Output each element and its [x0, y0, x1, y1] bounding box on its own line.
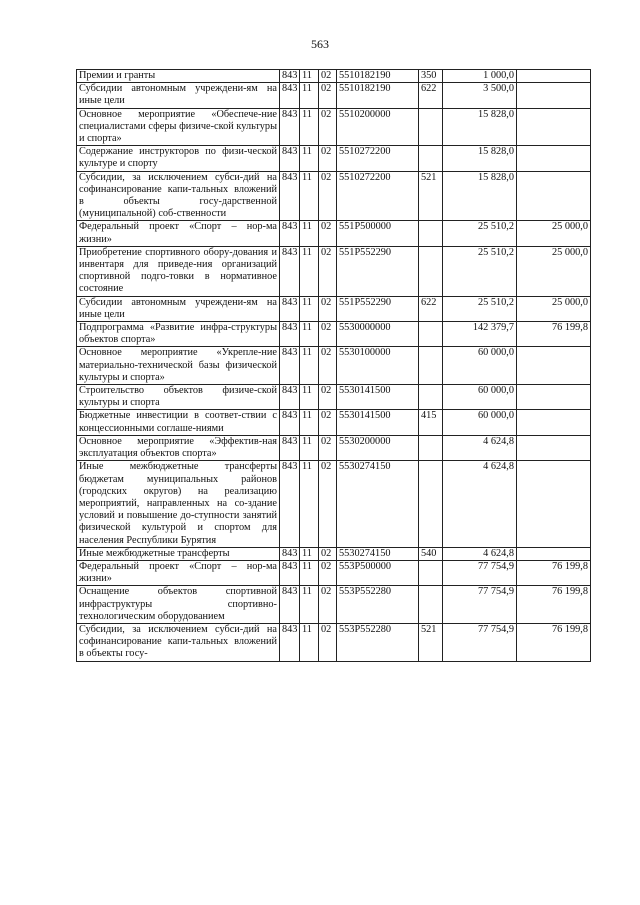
- ministry-code-cell: 843: [280, 108, 300, 146]
- row-name-cell: Строительство объектов физиче-ской культуры и спорта: [77, 385, 280, 410]
- target-article-cell: 551P500000: [337, 221, 419, 246]
- ministry-code-cell: 843: [280, 435, 300, 460]
- target-article-cell: 5530141500: [337, 410, 419, 435]
- target-article-cell: 5530141500: [337, 385, 419, 410]
- table-row: [77, 435, 591, 460]
- amount-cell: 77 754,9: [443, 560, 517, 585]
- ministry-code-cell: 843: [280, 547, 300, 560]
- target-article-cell: 551P552290: [337, 246, 419, 296]
- federal-amount-cell: [517, 385, 591, 410]
- subsection-code-cell: 02: [319, 108, 337, 146]
- row-name-cell: Субсидии, за исключением субси-дий на софинансирование капи-тальных вложений в объекты госу-: [77, 623, 280, 661]
- ministry-code-cell: 843: [280, 347, 300, 385]
- ministry-code-cell: 843: [280, 171, 300, 221]
- amount-cell: 60 000,0: [443, 347, 517, 385]
- row-name-cell: Основное мероприятие «Эффектив-ная эксплуатация объектов спорта»: [77, 435, 280, 460]
- federal-amount-cell: 25 000,0: [517, 296, 591, 321]
- target-article-cell: 5510182190: [337, 83, 419, 108]
- expense-type-cell: [419, 221, 443, 246]
- federal-amount-cell: 76 199,8: [517, 623, 591, 661]
- row-name-cell: Иные межбюджетные трансферты бюджетам муниципальных районов (городских округов) на реализацию мероприятий, направленных на со-здание условий и повышение до-ступности занятий физической культурой и спортом для населения Республики Бурятия: [77, 461, 280, 547]
- amount-cell: 15 828,0: [443, 171, 517, 221]
- federal-amount-cell: 76 199,8: [517, 560, 591, 585]
- table-row: [77, 623, 591, 661]
- amount-cell: 3 500,0: [443, 83, 517, 108]
- section-code-cell: 11: [300, 347, 319, 385]
- section-code-cell: 11: [300, 83, 319, 108]
- table-row: [77, 146, 591, 171]
- row-name-cell: Федеральный проект «Спорт – нор-ма жизни»: [77, 560, 280, 585]
- row-name-cell: Содержание инструкторов по физи-ческой культуре и спорту: [77, 146, 280, 171]
- ministry-code-cell: 843: [280, 246, 300, 296]
- target-article-cell: 553P552280: [337, 623, 419, 661]
- page-number: 563: [311, 37, 329, 51]
- ministry-code-cell: 843: [280, 70, 300, 83]
- table-row: [77, 171, 591, 221]
- ministry-code-cell: 843: [280, 385, 300, 410]
- table-row: [77, 347, 591, 385]
- table-body: [77, 70, 591, 662]
- row-name-cell: Приобретение спортивного обору-дования и инвентаря для приведе-ния организаций спортивной подго-товки в нормативное состояние: [77, 246, 280, 296]
- table-row: [77, 296, 591, 321]
- table-row: [77, 108, 591, 146]
- amount-cell: 25 510,2: [443, 221, 517, 246]
- table-row: [77, 246, 591, 296]
- amount-cell: 60 000,0: [443, 410, 517, 435]
- amount-cell: 4 624,8: [443, 461, 517, 547]
- target-article-cell: 5530000000: [337, 322, 419, 347]
- federal-amount-cell: 25 000,0: [517, 246, 591, 296]
- expense-type-cell: [419, 435, 443, 460]
- table-row: [77, 83, 591, 108]
- section-code-cell: 11: [300, 146, 319, 171]
- target-article-cell: 5530100000: [337, 347, 419, 385]
- subsection-code-cell: 02: [319, 461, 337, 547]
- row-name-cell: Федеральный проект «Спорт – нор-ма жизни»: [77, 221, 280, 246]
- subsection-code-cell: 02: [319, 146, 337, 171]
- ministry-code-cell: 843: [280, 146, 300, 171]
- section-code-cell: 11: [300, 171, 319, 221]
- table-row: [77, 461, 591, 547]
- table-row: [77, 586, 591, 624]
- federal-amount-cell: [517, 146, 591, 171]
- federal-amount-cell: 25 000,0: [517, 221, 591, 246]
- amount-cell: 60 000,0: [443, 385, 517, 410]
- subsection-code-cell: 02: [319, 83, 337, 108]
- section-code-cell: 11: [300, 586, 319, 624]
- expense-type-cell: [419, 146, 443, 171]
- ministry-code-cell: 843: [280, 83, 300, 108]
- row-name-cell: Иные межбюджетные трансферты: [77, 547, 280, 560]
- section-code-cell: 11: [300, 547, 319, 560]
- table-row: [77, 410, 591, 435]
- table-row: [77, 322, 591, 347]
- expense-type-cell: [419, 108, 443, 146]
- subsection-code-cell: 02: [319, 623, 337, 661]
- amount-cell: 15 828,0: [443, 108, 517, 146]
- target-article-cell: 5510182190: [337, 70, 419, 83]
- expense-type-cell: [419, 586, 443, 624]
- table-row: [77, 547, 591, 560]
- subsection-code-cell: 02: [319, 246, 337, 296]
- target-article-cell: 553P552280: [337, 586, 419, 624]
- ministry-code-cell: 843: [280, 461, 300, 547]
- amount-cell: 4 624,8: [443, 435, 517, 460]
- section-code-cell: 11: [300, 461, 319, 547]
- table-row: [77, 560, 591, 585]
- section-code-cell: 11: [300, 70, 319, 83]
- section-code-cell: 11: [300, 623, 319, 661]
- target-article-cell: 553P500000: [337, 560, 419, 585]
- federal-amount-cell: [517, 461, 591, 547]
- amount-cell: 25 510,2: [443, 246, 517, 296]
- ministry-code-cell: 843: [280, 623, 300, 661]
- subsection-code-cell: 02: [319, 322, 337, 347]
- table-row: [77, 70, 591, 83]
- section-code-cell: 11: [300, 385, 319, 410]
- section-code-cell: 11: [300, 322, 319, 347]
- expense-type-cell: [419, 246, 443, 296]
- expense-type-cell: 350: [419, 70, 443, 83]
- table-row: [77, 385, 591, 410]
- target-article-cell: 551P552290: [337, 296, 419, 321]
- section-code-cell: 11: [300, 246, 319, 296]
- federal-amount-cell: [517, 108, 591, 146]
- expense-type-cell: 521: [419, 171, 443, 221]
- expense-type-cell: 415: [419, 410, 443, 435]
- ministry-code-cell: 843: [280, 586, 300, 624]
- expense-type-cell: [419, 385, 443, 410]
- target-article-cell: 5510272200: [337, 171, 419, 221]
- expense-type-cell: [419, 347, 443, 385]
- subsection-code-cell: 02: [319, 70, 337, 83]
- expense-type-cell: [419, 322, 443, 347]
- row-name-cell: Субсидии автономным учреждени-ям на иные цели: [77, 296, 280, 321]
- ministry-code-cell: 843: [280, 322, 300, 347]
- subsection-code-cell: 02: [319, 586, 337, 624]
- row-name-cell: Основное мероприятие «Обеспече-ние специалистами сферы физиче-ской культуры и спорта»: [77, 108, 280, 146]
- federal-amount-cell: [517, 547, 591, 560]
- row-name-cell: Оснащение объектов спортивной инфраструктуры спортивно-технологическим оборудованием: [77, 586, 280, 624]
- expense-type-cell: 521: [419, 623, 443, 661]
- ministry-code-cell: 843: [280, 560, 300, 585]
- federal-amount-cell: [517, 347, 591, 385]
- federal-amount-cell: [517, 410, 591, 435]
- row-name-cell: Подпрограмма «Развитие инфра-структуры объектов спорта»: [77, 322, 280, 347]
- subsection-code-cell: 02: [319, 385, 337, 410]
- target-article-cell: 5510272200: [337, 146, 419, 171]
- amount-cell: 1 000,0: [443, 70, 517, 83]
- row-name-cell: Бюджетные инвестиции в соответ-ствии с концессионными соглаше-ниями: [77, 410, 280, 435]
- amount-cell: 25 510,2: [443, 296, 517, 321]
- target-article-cell: 5530274150: [337, 461, 419, 547]
- subsection-code-cell: 02: [319, 171, 337, 221]
- target-article-cell: 5510200000: [337, 108, 419, 146]
- subsection-code-cell: 02: [319, 435, 337, 460]
- section-code-cell: 11: [300, 560, 319, 585]
- section-code-cell: 11: [300, 296, 319, 321]
- row-name-cell: Субсидии автономным учреждени-ям на иные цели: [77, 83, 280, 108]
- federal-amount-cell: [517, 70, 591, 83]
- amount-cell: 77 754,9: [443, 586, 517, 624]
- federal-amount-cell: [517, 435, 591, 460]
- subsection-code-cell: 02: [319, 560, 337, 585]
- subsection-code-cell: 02: [319, 296, 337, 321]
- amount-cell: 77 754,9: [443, 623, 517, 661]
- amount-cell: 15 828,0: [443, 146, 517, 171]
- target-article-cell: 5530274150: [337, 547, 419, 560]
- ministry-code-cell: 843: [280, 221, 300, 246]
- federal-amount-cell: [517, 171, 591, 221]
- row-name-cell: Основное мероприятие «Укрепле-ние материально-технической базы физической культуры и спорта»: [77, 347, 280, 385]
- row-name-cell: Премии и гранты: [77, 70, 280, 83]
- ministry-code-cell: 843: [280, 410, 300, 435]
- table-row: [77, 221, 591, 246]
- section-code-cell: 11: [300, 410, 319, 435]
- section-code-cell: 11: [300, 221, 319, 246]
- row-name-cell: Субсидии, за исключением субси-дий на софинансирование капи-тальных вложений в объекты госу-дарственной (муниципальной) соб-ственности: [77, 171, 280, 221]
- subsection-code-cell: 02: [319, 221, 337, 246]
- ministry-code-cell: 843: [280, 296, 300, 321]
- federal-amount-cell: [517, 83, 591, 108]
- expense-type-cell: [419, 461, 443, 547]
- amount-cell: 142 379,7: [443, 322, 517, 347]
- subsection-code-cell: 02: [319, 410, 337, 435]
- expense-type-cell: 540: [419, 547, 443, 560]
- budget-table: [76, 69, 591, 662]
- section-code-cell: 11: [300, 435, 319, 460]
- expense-type-cell: 622: [419, 296, 443, 321]
- expense-type-cell: 622: [419, 83, 443, 108]
- expense-type-cell: [419, 560, 443, 585]
- subsection-code-cell: 02: [319, 547, 337, 560]
- subsection-code-cell: 02: [319, 347, 337, 385]
- federal-amount-cell: 76 199,8: [517, 586, 591, 624]
- federal-amount-cell: 76 199,8: [517, 322, 591, 347]
- target-article-cell: 5530200000: [337, 435, 419, 460]
- section-code-cell: 11: [300, 108, 319, 146]
- amount-cell: 4 624,8: [443, 547, 517, 560]
